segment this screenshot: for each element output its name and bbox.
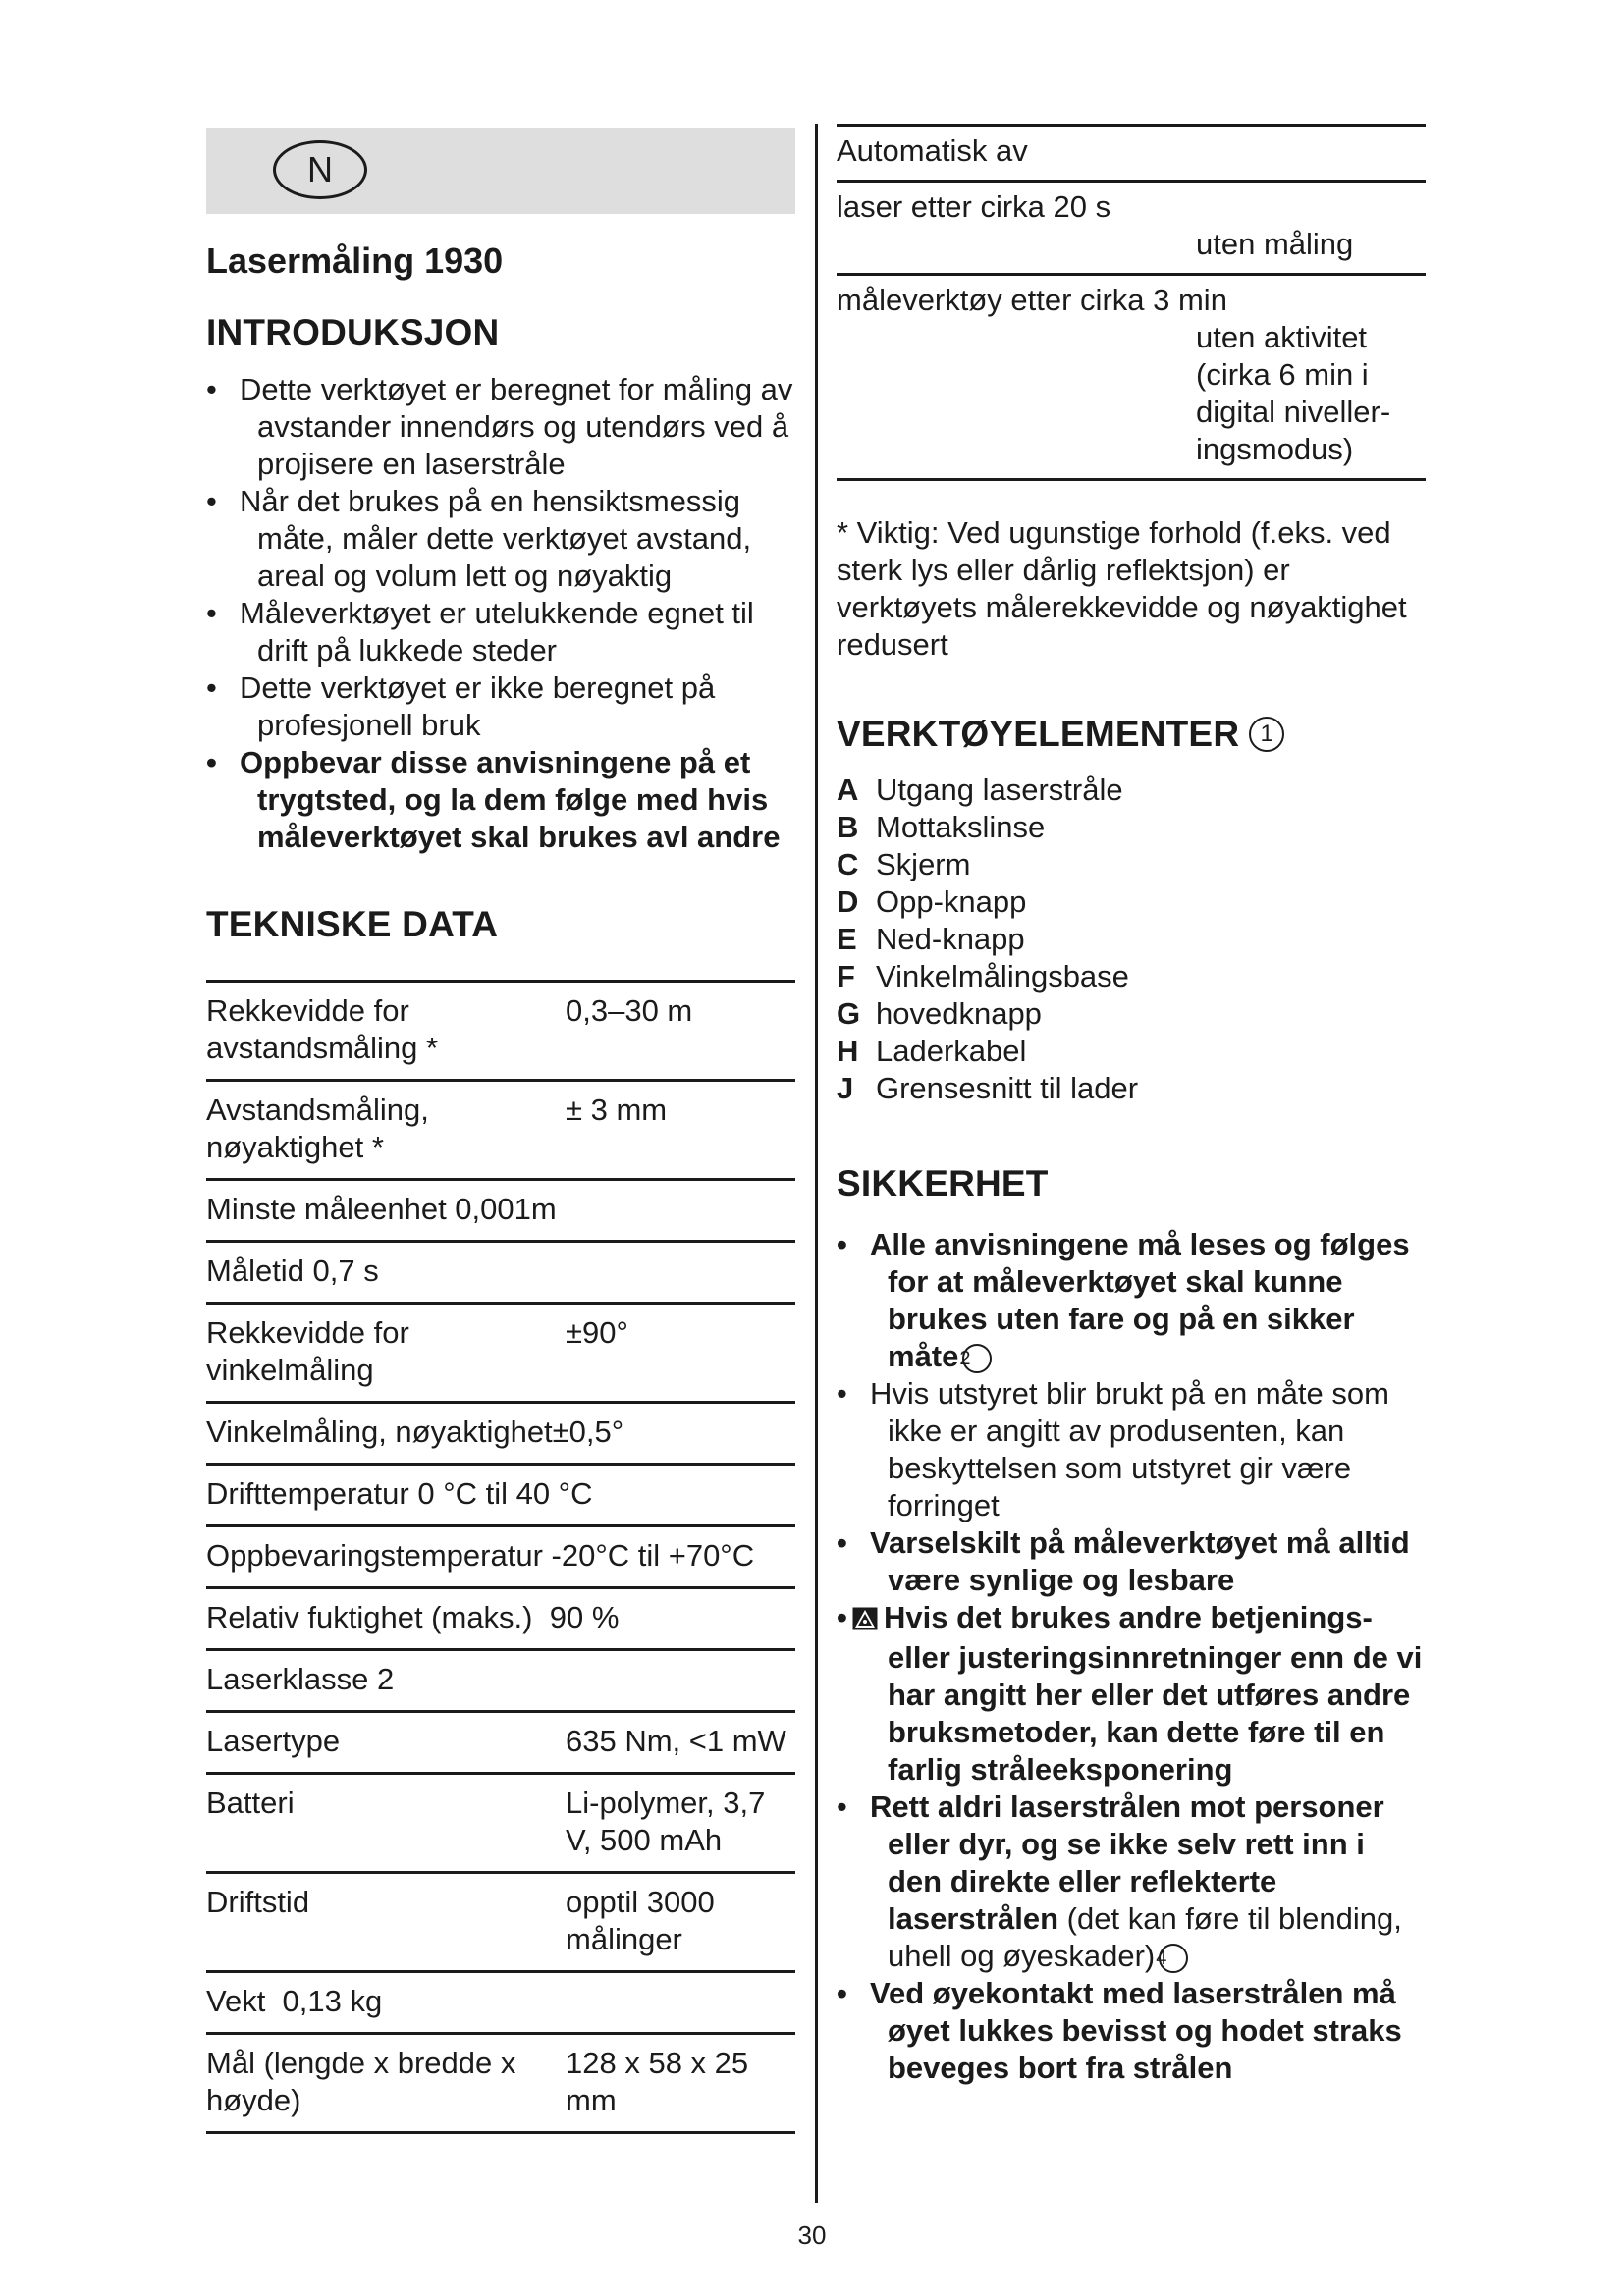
spec-value: 128 x 58 x 25 mm <box>566 2045 749 2117</box>
spec-row <box>206 1527 795 1589</box>
auto-off-tool-line: måleverktøy etter cirka 3 min <box>837 283 1227 317</box>
intro-bullet: • Dette verktøyet er beregnet for måling av avstander innendørs og utendørs ved å projisere en laserstråle <box>206 371 795 483</box>
spec-label: Relativ fuktighet (maks.) 90 % <box>206 1599 620 1634</box>
spec-label: Drifttemperatur 0 °C til 40 °C <box>206 1475 593 1511</box>
auto-off-tool-cond: (cirka 6 min i <box>1196 357 1369 392</box>
spec-row <box>206 1466 795 1527</box>
spec-row <box>206 1404 795 1466</box>
safety-text: Alle anvisningene må leses og følges for at måleverktøyet skal kunne brukes uten fare og på en sikker måte <box>870 1226 1410 1373</box>
spec-row <box>206 983 795 1082</box>
auto-off-title: Automatisk av <box>837 127 1426 183</box>
safety-bullet-bold <box>837 1599 1426 1789</box>
spec-row <box>206 1305 795 1404</box>
element-key: F <box>837 959 855 994</box>
intro-heading: INTRODUKSJON <box>206 312 500 353</box>
spec-label: Mål (lengde x bredde x høyde) <box>206 2045 516 2117</box>
spec-row <box>206 1775 795 1874</box>
spec-label: Avstandsmåling, nøyaktighet * <box>206 1092 429 1164</box>
safety-bullet-mixed <box>837 1789 1426 1975</box>
safety-text-bold: Rett aldri laserstrålen mot personer eller dyr, og se ikke selv rett inn i den direkte eller reflekterte laserstrålen <box>870 1789 1384 1936</box>
element-key: J <box>837 1071 854 1106</box>
safety-list <box>837 1226 1426 2087</box>
intro-bullet: • Måleverktøyet er utelukkende egnet til drift på lukkede steder <box>206 595 795 669</box>
element-item <box>837 1033 1426 1070</box>
auto-off-laser-line: laser etter cirka 20 s <box>837 189 1111 224</box>
element-item <box>837 958 1426 995</box>
spec-label: Driftstid <box>206 1884 310 1919</box>
spec-row <box>206 1651 795 1713</box>
laser-warning-icon <box>870 1602 878 1639</box>
element-item <box>837 809 1426 846</box>
spec-label: Lasertype <box>206 1723 341 1758</box>
element-label: Vinkelmålingsbase <box>876 959 1129 994</box>
auto-off-tool-cond: uten aktivitet <box>1196 320 1368 354</box>
spec-label: Vinkelmåling, nøyaktighet±0,5° <box>206 1414 624 1449</box>
element-label: Opp-knapp <box>876 884 1027 920</box>
safety-bullet-bold: • Varselskilt på måleverktøyet må alltid være synlige og lesbare <box>837 1524 1426 1599</box>
intro-bullet: • Dette verktøyet er ikke beregnet på profesjonell bruk <box>206 669 795 744</box>
element-item <box>837 1070 1426 1107</box>
auto-off-tool-cond: digital niveller- <box>1196 395 1391 429</box>
spec-label: Minste måleenhet 0,001m <box>206 1191 557 1226</box>
column-divider <box>815 124 818 2203</box>
elements-heading <box>837 713 1426 756</box>
right-column <box>837 124 1426 2087</box>
document-title: Lasermåling 1930 <box>206 240 504 281</box>
spec-row <box>206 1874 795 1973</box>
spec-row <box>206 1243 795 1305</box>
tech-spec-table <box>206 980 795 2134</box>
spec-label: Batteri <box>206 1785 295 1820</box>
spec-label: Måletid 0,7 s <box>206 1253 379 1288</box>
spec-row <box>206 1973 795 2035</box>
element-label: Mottakslinse <box>876 810 1046 845</box>
element-key: B <box>837 810 859 845</box>
intro-bullet: • Når det brukes på en hensiktsmessig måte, måler dette verktøyet avstand, areal og volum lett og nøyaktig <box>206 483 795 595</box>
language-band <box>206 128 795 214</box>
figure-ref-icon: 2 <box>962 1344 992 1373</box>
element-label: Skjerm <box>876 847 971 882</box>
element-item <box>837 846 1426 883</box>
spec-label: Laserklasse 2 <box>206 1661 395 1696</box>
element-key: D <box>837 884 859 920</box>
spec-label: Vekt 0,13 kg <box>206 1983 383 2018</box>
spec-value: opptil 3000 målinger <box>566 1884 715 1956</box>
spec-value: Li-polymer, 3,7 V, 500 mAh <box>566 1785 766 1857</box>
spec-value: 0,3–30 m <box>566 992 693 1028</box>
safety-bullet: • Hvis utstyret blir brukt på en måte som ikke er angitt av produsenten, kan beskyttelsen som utstyret gir være forringet <box>837 1375 1426 1524</box>
left-column <box>206 128 795 2134</box>
safety-bullet-bold <box>837 1226 1426 1375</box>
element-item <box>837 995 1426 1033</box>
spec-value: ±90° <box>566 1314 628 1350</box>
spec-value: ± 3 mm <box>566 1092 668 1127</box>
elements-heading-text: VERKTØYELEMENTER <box>837 714 1240 754</box>
element-label: Utgang laserstråle <box>876 773 1123 808</box>
tech-heading: TEKNISKE DATA <box>206 903 499 944</box>
intro-bullet-bold: • Oppbevar disse anvisningene på et trygtsted, og la dem følge med hvis måleverktøyet skal brukes avl andre <box>206 744 795 856</box>
elements-list <box>837 772 1426 1107</box>
spec-label: Rekkevidde for vinkelmåling <box>206 1314 409 1387</box>
element-key: C <box>837 847 859 882</box>
element-item <box>837 883 1426 921</box>
spec-row <box>206 1589 795 1651</box>
safety-bullet-bold: • Ved øyekontakt med laserstrålen må øyet lukkes bevisst og hodet straks beveges bort fra strålen <box>837 1975 1426 2087</box>
figure-ref-icon: 1 <box>1249 717 1284 752</box>
spec-label: Rekkevidde for avstandsmåling * <box>206 992 439 1065</box>
element-key: A <box>837 773 859 808</box>
spec-value: 635 Nm, <1 mW <box>566 1723 786 1758</box>
safety-heading: SIKKERHET <box>837 1163 1049 1204</box>
auto-off-tool-cond: ingsmodus) <box>1196 432 1354 466</box>
safety-text: Hvis det brukes andre betjenings- eller justeringsinnretninger enn de vi har angitt her eller det utføres andre bruksmetoder, kan dette føre til en farlig stråleeksponering <box>884 1599 1423 1787</box>
element-key: H <box>837 1034 859 1069</box>
element-label: Grensesnitt til lader <box>876 1071 1139 1106</box>
safety-text: (det kan føre til blending, uhell og øyeskader) <box>888 1900 1402 1973</box>
spec-row <box>206 1713 795 1775</box>
spec-row <box>206 2035 795 2134</box>
spec-row <box>206 1082 795 1181</box>
element-label: Laderkabel <box>876 1034 1027 1069</box>
element-key: E <box>837 922 857 957</box>
spec-label: Oppbevaringstemperatur -20°C til +70°C <box>206 1537 755 1573</box>
page-number: 30 <box>797 2220 827 2250</box>
spec-row <box>206 1181 795 1243</box>
accuracy-note: * Viktig: Ved ugunstige forhold (f.eks. ved sterk lys eller dårlig reflektsjon) er verktøyets målerekkevidde og nøyaktighet redusert <box>837 515 1407 662</box>
intro-list <box>206 371 795 856</box>
element-item <box>837 921 1426 958</box>
auto-off-tool <box>837 276 1426 481</box>
auto-off-table <box>837 124 1426 481</box>
element-item <box>837 772 1426 809</box>
element-label: Ned-knapp <box>876 922 1025 957</box>
auto-off-laser-cond: uten måling <box>1196 227 1354 261</box>
language-badge: N <box>273 140 367 199</box>
element-label: hovedknapp <box>876 996 1042 1032</box>
element-key: G <box>837 996 861 1032</box>
auto-off-laser <box>837 183 1426 276</box>
figure-ref-icon: 4 <box>1159 1944 1188 1973</box>
